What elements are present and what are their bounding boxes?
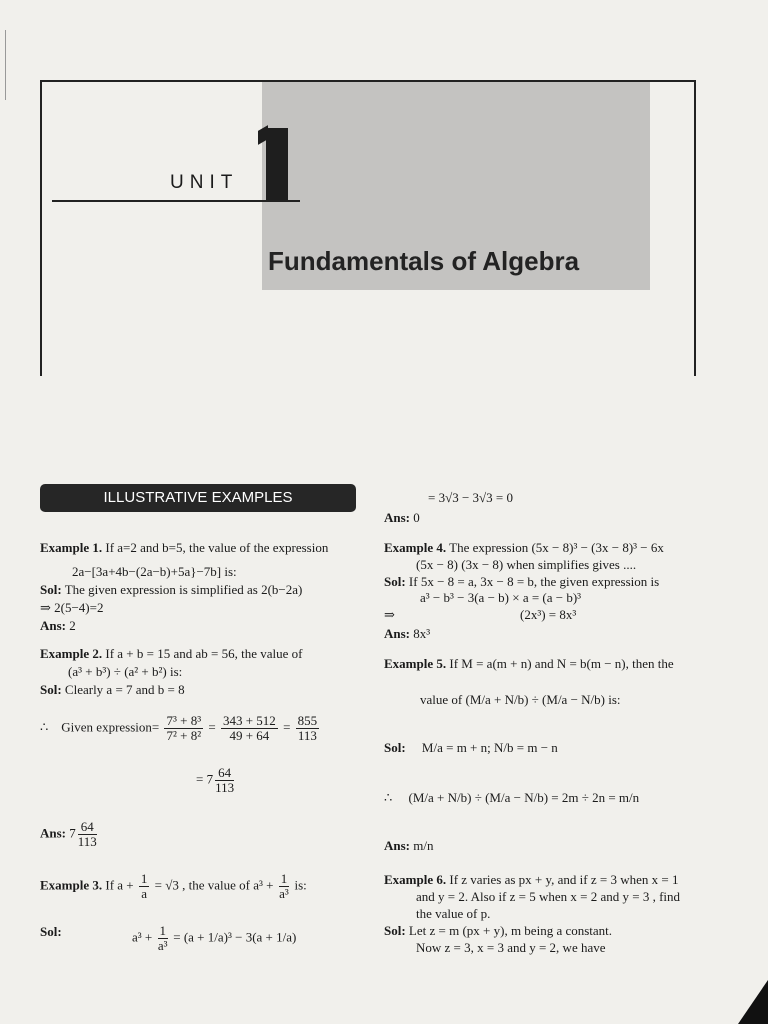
header-frame-left <box>40 80 42 376</box>
example-3-solution: Sol: <box>40 924 62 939</box>
fraction: $\frac{64}{113}$ <box>215 765 235 795</box>
example-1-heading: Example 1. If a=2 and b=5, the value of the expression <box>40 540 329 555</box>
example-4-text2: (5x − 8) (3x − 8) when simplifies gives .... <box>416 557 637 572</box>
example-6-text2: and y = 2. Also if z = 5 when x = 2 and y = 3 , find <box>416 889 681 904</box>
example-5-value-of: value of (M/a + N/b) ÷ (M/a − N/b) is: <box>420 692 621 707</box>
example-2-answer: Ans: 7 $\frac{64}{113}$ <box>40 819 97 849</box>
continued-line: = 3√3 − 3√3 = 0 <box>428 490 514 505</box>
example-6-text3: the value of p. <box>416 906 491 921</box>
page-corner-shadow <box>738 980 768 1024</box>
example-1-step: ⇒ 2(5−4)=2 <box>40 600 104 615</box>
example-5-heading: Example 5. If M = a(m + n) and N = b(m − n), then the <box>384 656 674 671</box>
unit-label: UNIT <box>170 172 239 193</box>
example-4-arrow: ⇒ <box>384 607 395 622</box>
example-1-answer: Ans: 2 <box>40 618 76 633</box>
example-4-solution: Sol: If 5x − 8 = a, 3x − 8 = b, the given expression is <box>384 574 660 589</box>
fraction: $\frac{343 + 512}{49 + 64}$ <box>222 713 276 743</box>
fraction: $\frac{1}{a}$ <box>140 871 148 901</box>
fraction: $\frac{855}{113}$ <box>297 713 318 743</box>
header-frame-right <box>694 80 696 376</box>
example-5-solution: Sol: M/a = m + n; N/b = m − n <box>384 740 558 755</box>
example-5-answer: Ans: m/n <box>384 838 434 853</box>
example-3-solution-expression: a³ + $\frac{1}{\text{a³}}$ = (a + 1/a)³ − 3(a + 1/a) <box>132 923 297 953</box>
example-6-solution: Sol: Let z = m (px + y), m being a constant. <box>384 923 613 938</box>
example-6-heading: Example 6. If z varies as px + y, and if z = 3 when x = 1 <box>384 872 679 887</box>
fraction: $\frac{1}{\text{a³}}$ <box>279 871 289 901</box>
continued-answer: Ans: 0 <box>384 510 420 525</box>
example-1-solution: Sol: The given expression is simplified as 2(b−2a) <box>40 582 303 597</box>
fraction: $\frac{1}{\text{a³}}$ <box>157 923 168 953</box>
unit-rule <box>52 200 300 202</box>
example-1-expression: 2a−[3a+4b−(2a−b)+5a}−7b] is: <box>72 564 237 579</box>
unit-number-glyph <box>266 128 288 200</box>
example-2-given-line: ∴ Given expression= $\frac{\text{7³ + 8³}}{\text{7² + 8²}}$ = $\frac{343 + 512}{49 + 64}$ = $\frac{855}{113}$ <box>40 713 318 743</box>
example-4-step: a³ − b³ − 3(a − b) × a = (a − b)³ <box>420 590 582 605</box>
example-5-result: ∴ (M/a + N/b) ÷ (M/a − N/b) = 2m ÷ 2n = m/n <box>384 790 640 805</box>
chapter-title: Fundamentals of Algebra <box>268 246 580 276</box>
example-3-heading: Example 3. If a + $\frac{1}{a}$ = √3 , the value of a³ + $\frac{1}{\text{a³}}$ is: <box>40 871 307 901</box>
example-4-answer: Ans: 8x³ <box>384 626 431 641</box>
example-4-result: (2x³) = 8x³ <box>520 607 577 622</box>
example-2-result: = 7 $\frac{64}{113}$ <box>196 765 235 795</box>
section-banner: ILLUSTRATIVE EXAMPLES <box>40 484 356 512</box>
page-edge-mark <box>5 30 6 100</box>
fraction: $\frac{64}{113}$ <box>77 819 97 849</box>
example-2-solution: Sol: Clearly a = 7 and b = 8 <box>40 682 185 697</box>
example-4-heading: Example 4. The expression (5x − 8)³ − (3x − 8)³ − 6x <box>384 540 664 555</box>
example-2-expression: (a³ + b³) ÷ (a² + b²) is: <box>68 664 183 679</box>
example-6-solution2: Now z = 3, x = 3 and y = 2, we have <box>416 940 606 955</box>
fraction: $\frac{\text{7³ + 8³}}{\text{7² + 8²}}$ <box>166 713 202 743</box>
example-2-heading: Example 2. If a + b = 15 and ab = 56, the value of <box>40 646 303 661</box>
